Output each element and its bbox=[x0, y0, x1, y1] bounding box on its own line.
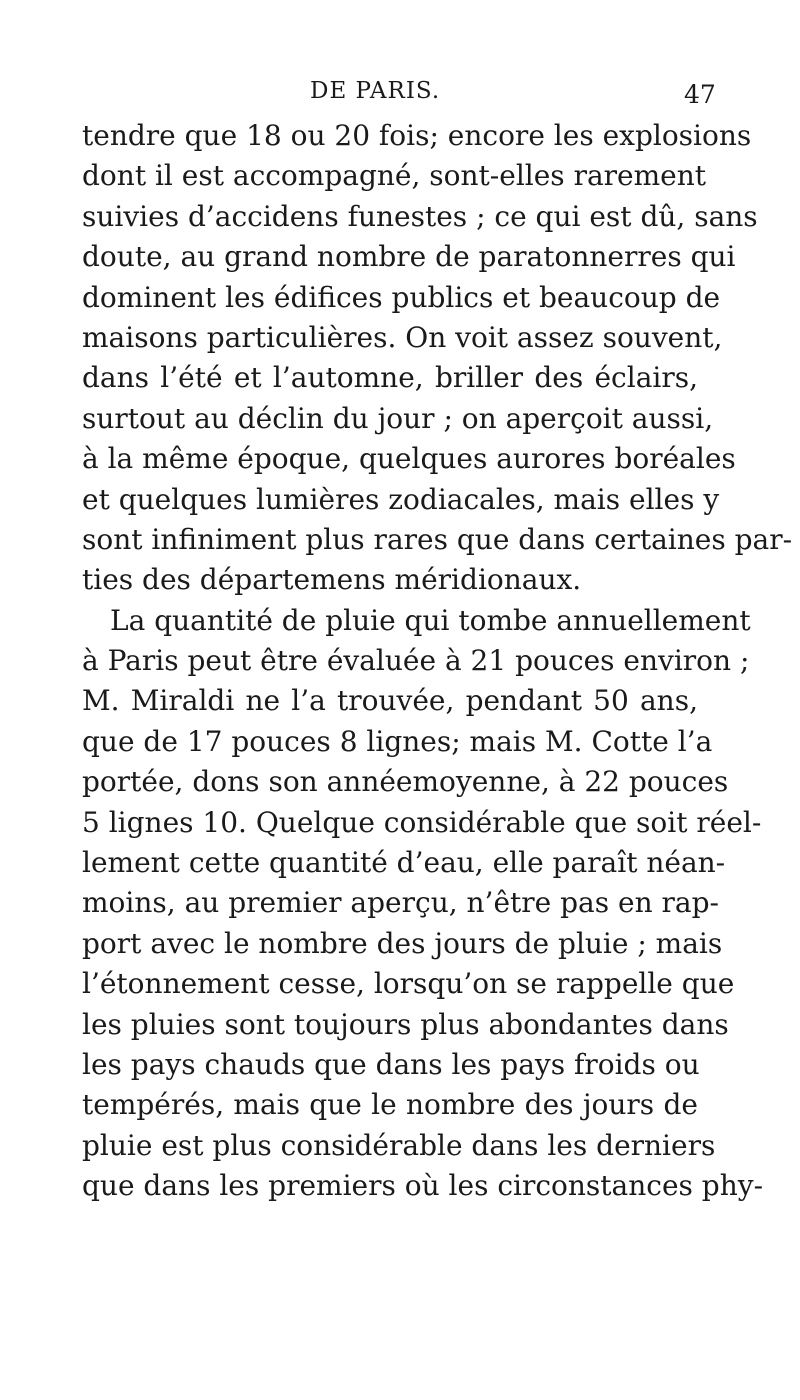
text-line: M. Miraldi ne l’a trouvée, pendant 50 ans, bbox=[82, 684, 698, 718]
text-line: port avec le nombre des jours de pluie ; mais bbox=[82, 926, 723, 960]
text-line: pluie est plus considérable dans les derniers bbox=[82, 1128, 716, 1162]
text-line: l’étonnement cesse, lorsqu’on se rappelle que bbox=[82, 967, 735, 1001]
text-line: lement cette quantité d’eau, elle paraît néan- bbox=[82, 846, 726, 880]
text-line: sont infiniment plus rares que dans certaines par- bbox=[82, 522, 793, 556]
text-line: surtout au déclin du jour ; on aperçoit aussi, bbox=[82, 401, 714, 435]
text-line: doute, au grand nombre de paratonnerres qui bbox=[82, 240, 736, 274]
text-line: dont il est accompagné, sont-elles rarement bbox=[82, 159, 707, 193]
text-line: les pluies sont toujours plus abondantes dans bbox=[82, 1007, 729, 1041]
text-line: et quelques lumières zodiacales, mais elles y bbox=[82, 482, 720, 516]
text-line: tempérés, mais que le nombre des jours de bbox=[82, 1088, 698, 1122]
text-line: portée, dons son annéemoyenne, à 22 pouces bbox=[82, 765, 729, 799]
text-line: 5 lignes 10. Quelque considérable que soit réel- bbox=[82, 805, 762, 839]
body-text bbox=[82, 116, 793, 1207]
paragraph-start-line: La quantité de pluie qui tombe annuellement bbox=[110, 603, 751, 637]
text-line: dans l’été et l’automne, briller des éclairs, bbox=[82, 361, 698, 395]
text-line: les pays chauds que dans les pays froids ou bbox=[82, 1047, 700, 1081]
running-head-title: DE PARIS. bbox=[310, 78, 441, 104]
text-line: que de 17 pouces 8 lignes; mais M. Cotte l’a bbox=[82, 724, 713, 758]
text-line: à Paris peut être évaluée à 21 pouces environ ; bbox=[82, 644, 750, 678]
text-line: dominent les édifices publics et beaucoup de bbox=[82, 280, 721, 314]
page-number: 47 bbox=[684, 80, 716, 109]
text-line: moins, au premier aperçu, n’être pas en rap- bbox=[82, 886, 719, 920]
text-line: maisons particulières. On voit assez souvent, bbox=[82, 320, 723, 354]
text-line: à la même époque, quelques aurores boréales bbox=[82, 442, 736, 476]
running-head bbox=[0, 78, 800, 112]
text-line: suivies d’accidens funestes ; ce qui est dû, sans bbox=[82, 199, 758, 233]
text-line: que dans les premiers où les circonstances phy- bbox=[82, 1169, 764, 1203]
paragraph-end-line: ties des départemens méridionaux. bbox=[82, 563, 582, 597]
text-line: tendre que 18 ou 20 fois; encore les explosions bbox=[82, 119, 752, 152]
